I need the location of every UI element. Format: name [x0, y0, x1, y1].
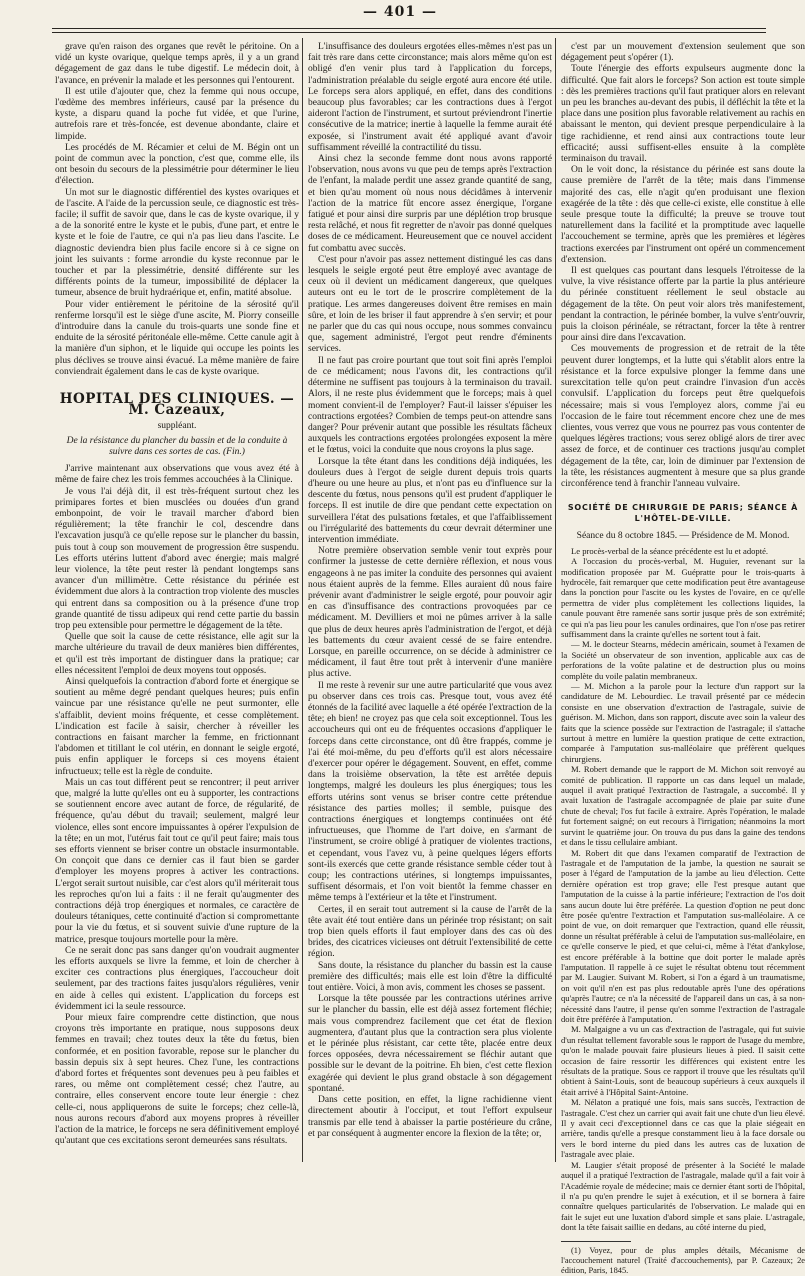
paragraph: grave qu'en raison des organes que revêt le péritoine. On a vidé un kyste ovarique, quelque temps après, il y a un grand dégagement de gaz dans le tube digestif. Le médecin doit, à l'avance, en prévenir la malade et les personnes qui l'entourent.: [55, 42, 299, 86]
header-rule: [52, 28, 766, 29]
paragraph: Ce ne serait donc pas sans danger qu'on voudrait augmenter les efforts auxquels se livre la femme, et loin de chercher à exciter ces contractions plus énergiques, l'accoucheur doit seulement, par des tractions faites jusqu'alors régulières, venir en aide à celles qui existent. L'application du forceps est évidemment ici la seule ressource.: [55, 945, 299, 1012]
page-number: — 401 —: [363, 4, 437, 20]
section-lead: De la résistance du plancher du bassin et de la conduite à suivre dans ces sortes de cas. (Fin.): [66, 435, 288, 457]
paragraph: Pour mieux faire comprendre cette distinction, que nous croyons très importante en pratique, nous supposons deux femmes en travail; chez toutes deux la tête du fœtus, bien conformée, et en position favorable, repose sur le plancher du bassin depuis six à sept heures. Chez l'une, les contractions d'abord fortes et fréquentes sont devenues peu à peu faibles et rares, ou même ont complètement cessé; chez l'autre, au contraire, elles conservent encore toute leur énergie : chez celle-ci, nous appliquerons de suite le forceps; chez celle-là, nous aurons recours d'abord aux moyens propres à réveiller l'action de la matrice, le forceps ne sera définitivement employé qu'autant que ces excitations seront demeurées sans résultats.: [55, 1013, 299, 1147]
paragraph: Certes, il en serait tout autrement si la cause de l'arrêt de la tête avait été tout entière dans un périnée trop résistant; on sait trop bien quels efforts il faut employer dans des cas où des brides, des cicatrices vicieuses ont détruit l'extensibilité de cette région.: [308, 904, 552, 960]
paragraph: C'est pour n'avoir pas assez nettement distingué les cas dans lesquels le seigle ergoté peut être employé avec avantage de ceux où il devient un médicament dangereux, que quelques auteurs ont eu le tort de le proscrire complètement de la pratique. Les armes dangereuses doivent être remises en main sûre, et loin de les briser il faut apprendre à s'en servir; et pour ne parler que du cas qui nous occupe, nous sommes convaincu que, sagement administré, l'ergot peut rendre d'éminents services.: [308, 254, 552, 355]
paragraph: M. Robert demande que le rapport de M. Michon soit renvoyé au comité de publication. Il rapporte un cas dans lequel un malade, auquel il avait pratiqué l'extraction de l'astragale, a succombé. Il y avait luxation de l'astragale accompagnée de plaie par suite d'une chute de cheval; l'os fut facile à extraire. Après l'opération, le malade fut fortement saigné; on eut recours à l'irrigation; néanmoins la mort survint le quatrième jour. On trouva du pus dans la gaine des tendons et dans le tissu cellulaire ambiant.: [561, 764, 805, 848]
paragraph: Sans doute, la résistance du plancher du bassin est la cause première des difficultés; mais elle est loin d'être la difficulté tout entière. Voici, à mon avis, comment les choses se passent.: [308, 960, 552, 994]
paragraph: Lorsque la tête poussée par les contractions utérines arrive sur le plancher du bassin, elle est déjà assez fortement fléchie; mais vous comprendrez facilement que cet état de flexion augmentera, d'autant plus que la contraction sera plus violente et le périnée plus résistant, car cette tête, placée entre deux forces opposées, devra nécessairement se fléchir autant que possible sur le devant de la poitrine. Eh bien, c'est cette flexion exagérée qui devient le plus grand obstacle à son dégagement spontané.: [308, 994, 552, 1094]
paragraph: Mais un cas tout différent peut se rencontrer; il peut arriver que, malgré la lutte qu'elles ont eu à supporter, les contractions se soutiennent encore avec autant de force, de régularité, de fréquence, qu'au début du travail; seulement, malgré leur violence, elles sont encore impuissantes à opérer l'expulsion de la tête; en un mot, l'utérus fait tout ce qu'il peut faire; mais tous ses efforts viennent se briser contre un obstacle insurmontable. On conçoit que dans ce dernier cas il faut bien se garder d'employer les moyens propres à activer les contractions. L'ergot serait surtout nuisible, car c'est alors qu'il mériterait tous les reproches qu'on lui a faits : il ne ferait qu'augmenter des contractions déjà trop énergiques et normales, ce caractère de douleurs tétaniques, cette continuité d'action si compromettante pour la vie du fœtus, et si souvent suivie d'une rupture de la matrice, presque toujours mortelle pour la mère.: [55, 777, 299, 945]
paragraph: L'insuffisance des douleurs ergotées elles-mêmes n'est pas un fait très rare dans cette circonstance; mais alors même qu'on est obligé d'en venir plus tard à l'application du forceps, l'administration préalable du seigle ergoté aura encore été utile. Le forceps sera alors appliqué, en effet, dans des conditions beaucoup plus favorables; car les contractions dues à l'ergot aideront l'action de l'instrument, et surtout préviendront l'inertie consécutive de la matrice; inertie à laquelle la femme aurait été exposée, si l'instrument avait été appliqué avant d'avoir suffisamment réveillé la contractilité du tissu.: [308, 42, 552, 153]
paragraph: On le voit donc, la résistance du périnée est sans doute la cause première de l'arrêt de la tête; mais dans l'immense majorité des cas, elle n'agit qu'en produisant une flexion exagérée de la tête : dès que celle-ci existe, elle constitue à elle seule presque toute la difficulté; la preuve se trouve tout naturellement dans la facilité et la promptitude avec laquelle l'accouchement se termine, après que les premières et légères tractions exercées par l'instrument ont opéré un commencement d'extension.: [561, 165, 805, 265]
column-divider: [302, 38, 303, 1162]
column-divider: [555, 38, 556, 1162]
footnote-text: (1) Voyez, pour de plus amples détails, Mécanisme de l'accouchement naturel (Traité d'accouchements), par P. Cazeaux; 2e édition, Paris, 1845.: [561, 1245, 805, 1275]
column-1: [55, 42, 299, 1160]
section-subtitle: suppléant.: [157, 420, 197, 431]
paragraph: Quelle que soit la cause de cette résistance, elle agit sur la marche ultérieure du travail de deux manières bien différentes, et qu'il est très important de distinguer dans la pratique; car elles nécessitent l'emploi de deux moyens tout opposés.: [55, 632, 299, 676]
footnote: [561, 1246, 805, 1276]
paragraph: M. Nélaton a pratiqué une fois, mais sans succès, l'extraction de l'astragale. C'est chez un carrier qui avait fait une chute d'un lieu élevé. Il y avait ceci d'exceptionnel dans ce cas que la plaie siégeait en arrière, tandis qu'elle a presque constamment lieu à la face dorsale ou vers le bord interne du pied dans les autres cas de luxation de l'astragale avec plaie.: [561, 1097, 805, 1160]
paragraph: Ainsi chez la seconde femme dont nous avons rapporté l'observation, nous avons vu que peu de temps après l'extraction de l'enfant, la malade perdit une assez grande quantité de sang, et bien qu'au moment où nous nous décidâmes à intervenir l'action de la matrice fût encore assez énergique, l'organe fatigué et pour ainsi dire surpris par une déplétion trop brusque resta relâché, et nous fit regretter de n'avoir pas donné quelques doses de ce médicament. Heureusement que ce nouvel accident fut combattu avec succès.: [308, 154, 552, 254]
paragraph: Ainsi quelquefois la contraction d'abord forte et énergique se soutient au même degré pendant quelques heures; puis enfin vaincue par une résistance qu'elle ne peut surmonter, elle s'affaiblit, devient moins fréquente, et cesse complètement. L'indication est facile à saisir, chercher à réveiller les contractions en faisant marcher la femme, en frictionnant l'abdomen et titillant le col utérin, en donnant le seigle ergoté, puis enfin appliquer le forceps si ces moyens étaient infructueux; telle est la règle de conduite.: [55, 676, 299, 777]
paragraph: Il est quelques cas pourtant dans lesquels l'étroitesse de la vulve, la vive résistance offerte par la partie la plus antérieure du périnée constituent réellement le seul obstacle au dégagement de la tête. On peut voir alors très manifestement, pendant la contraction, le périnée bomber, la vulve s'entr'ouvrir, puis la cloison périnéale, se rétractant, forcer la tête à rentrer pour ainsi dire dans l'excavation.: [561, 266, 805, 344]
paragraph: c'est par un mouvement d'extension seulement que son dégagement peut s'opérer (1).: [561, 42, 805, 64]
column-2: [308, 42, 552, 1160]
section-title: HOPITAL DES CLINIQUES. — M. Cazeaux,: [59, 391, 295, 419]
paragraph: — M. le docteur Stearns, médecin américain, soumet à l'examen de la Société un observateur de son invention, applicable aux cas de perforations de la voûte palatine et de destruction plus ou moins complète du voile palatin membraneux.: [561, 639, 805, 681]
paragraph: Le procès-verbal de la séance précédente est lu et adopté.: [571, 545, 769, 556]
paragraph: Il me reste à revenir sur une autre particularité que vous avez pu observer dans ces trois cas. Presque tout, vous avez été étonnés de la facilité avec laquelle a été opérée l'extraction de la tête; eh bien! ne croyez pas que cela soit exceptionnel. Tous les accoucheurs qui ont eu de fréquentes occasions d'appliquer le forceps dans cette circonstance, ont dû être frappés, comme je l'ai été moi-même, du peu d'efforts qu'il est alors nécessaire d'exercer pour opérer le dégagement. Souvent, en effet, comme dans la troisième observation, la tête est arrêtée depuis longtemps, malgré les douleurs les plus énergiques; tous les efforts utérins sont venus se briser contre cette prétendue résistance des parties molles; il semble, puisque des contractions énergiques et longtemps continuées ont été infructueuses, que l'homme de l'art doive, en s'armant de l'instrument, se croire obligé à pratiquer de violentes tractions, et cependant, vous l'avez vu, à peine quelques légers efforts sont-ils exercés que cette grande résistance semble céder tout à coup; les contractions utérines, si longtemps impuissantes, suffisent désormais, et l'on voit bientôt la femme chasser en même temps à l'extérieur et la tête et l'instrument.: [308, 680, 552, 904]
paragraph: M. Robert dit que dans l'examen comparatif de l'extraction de l'astragale et de l'amputation de la jambe, la question ne saurait se poser à l'égard de l'amputation de la jambe au lieu d'élection. Cette dernière opération est trop grave; elle l'est presque autant que l'amputation de la cuisse à la partie inférieure; l'extraction de l'os doit sans aucun doute lui être préférée. La question d'option ne peut donc être posée qu'entre l'extraction et l'amputation sus-malléolaire. A ce point de vue, on doit remarquer que l'extraction, quand elle réussit, donne un résultat préférable à celui de l'amputation sus-malléolaire, en ce qu'elle conserve le pied, et que celui-ci, même à l'état d'ankylose, est encore préférable à la bottine que doit porter le malade après l'amputation. Il rappelle à ce sujet le résultat obtenu tout récemment par M. Laugier. Suivant M. Robert, si l'on a égard à un traumatisme, on voit qu'il n'en est pas plus redoutable après l'une des opérations qu'après l'autre; ce n'a la nécessité de l'appareil dans un cas, à sa non-nécessité dans l'autre, il pense qu'en somme l'extraction de l'astragale doit être préférée à l'amputation.: [561, 847, 805, 1025]
footnote-rule: [561, 1241, 631, 1242]
paragraph: Les procédés de M. Récamier et celui de M. Bégin ont un point de commun avec la ponction, c'est que, comme elle, ils ont besoin du secours de la plessimétrie pour déterminer le lieu d'élection.: [55, 142, 299, 187]
paragraph: Un mot sur le diagnostic différentiel des kystes ovariques et de l'ascite. A l'aide de la percussion seule, ce diagnostic est très-facile; il suffit de savoir que, dans le cas de kyste ovarique, il y a de la sonorité entre le kyste et le pubis, d'une part, et entre le kyste et le foie de l'autre, ce qui n'a pas lieu dans l'ascite. Le diagnostic deviendra bien plus facile encore si à ce signe on joint les suivants : forme arrondie du kyste reconnue par le toucher et par la plessimétrie, densité différente sur les différents points de la tumeur, impossibilité de déplacer la tumeur, absence de bruit hydraérique et, enfin, matité absolue.: [55, 187, 299, 299]
header-rule-2: [52, 32, 766, 33]
paragraph: Dans cette position, en effet, la ligne rachidienne vient directement aboutir à l'occiput, et tout l'effort expulseur transmis par elle tend à abaisser la partie postérieure du crâne, et par conséquent à augmenter encore la flexion de la tête; or,: [308, 1095, 552, 1139]
paragraph: A l'occasion du procès-verbal, M. Huguier, revenant sur la modification proposée par M. Guépratte pour le trois-quarts à hydrocèle, fait remarquer que cette modification peut être avantageuse dans la ponction pour l'ascite ou les kystes de l'ovaire, en ce qu'elle permettra de vider plus complètement les collections liquides, la canule pouvant être ramenée sans sortir jusque près de son extrémité; ce qui n'a pas lieu pour les canules ordinaires, que l'on n'ose pas retirer suffisamment dans la crainte qu'elles ne sortent tout à fait.: [561, 556, 805, 639]
paragraph: Ces mouvements de progression et de retrait de la tête peuvent durer longtemps, et la lutte qui s'établit alors entre la résistance et la force expulsive plonger la femme dans une surexcitation telle qu'on peut craindre l'invasion d'un accès convulsif. L'application du forceps peut être quelquefois nécessaire; mais si vous l'employez alors, comme j'ai eu l'occasion de le faire tout récemment encore chez une de mes clientes, vous verrez que vous ne pourrez pas vous contenter de quelques légères tractions; vous serez obligé alors de tirer avec assez de force, et de continuer ces tractions jusqu'au complet dégagement de la tête, car, loin de diminuer par l'extension de la tête, les résistances augmentent à mesure que sa plus grande circonférence tend à franchir l'anneau vulvaire.: [561, 344, 805, 489]
column-3: [561, 42, 805, 1275]
paragraph: M. Malgaigne a vu un cas d'extraction de l'astragale, qui fut suivie d'un résultat tellement favorable sous le rapport de l'usage du membre, qu'on le malade pouvait faire plusieurs lieues à pied. Il saisit cette occasion de faire ressortir les différences qui existent entre les résultats de la pratique. Sous ce rapport il trouve que les résultats qu'il obtient à Saint-Louis, sont de beaucoup supérieurs à ceux auxquels il était arrivé à l'Hôpital Saint-Antoine.: [561, 1024, 805, 1097]
paragraph: Lorsque la tête étant dans les conditions déjà indiquées, les douleurs dues à l'ergot de seigle durent depuis trois quarts d'heure ou une heure au plus, et n'ont pas eu d'influence sur la descente du fœtus, nous pensons qu'il est prudent d'appliquer le forceps. Il est inutile de dire que pendant cette expectation on surveillera l'état des pulsations fœtales, et que l'affaiblissement ou l'irrégularité des battements du cœur devrait déterminer une intervention immédiate.: [308, 456, 552, 545]
society-minutes: [561, 546, 805, 1233]
paragraph: Notre première observation semble venir tout exprès pour confirmer la justesse de cette dernière réflexion, et nous vous engageons à ne pas imiter la conduite des personnes qui avaient nous étaient auprès de la femme. Elles auraient dû nous faire prévenir avant d'administrer le seigle ergoté, pour pouvoir agir en cas d'insuffisance des contractions provoquées par ce médicament. M. Devilliers et moi ne pûmes arriver à la salle que plus de deux heures après l'administration de l'ergot, et déjà les battements du cœur avaient cessé de se faire entendre. Lorsque, en pareille occurrence, on se décide à administrer ce médicament, il faut être tout prêt à intervenir d'une manière plus active.: [308, 546, 552, 680]
paragraph: M. Laugier s'était proposé de présenter à la Société le malade auquel il a pratiqué l'extraction de l'astragale, malade qu'il a fait voir à l'Académie royale de médecine; mais ce dernier étant sorti de l'hôpital, il n'a pu qu'en prendre le sujet à exécution, et il se bornera à faire connaître quelques particularités de l'observation. Le malade qui en fait le sujet eut une luxation d'abord simple et sans plaie. L'astragale, dont la tête faisait saillie en dedans, au côté interne du pied,: [561, 1159, 805, 1233]
paragraph: Je vous l'ai déjà dit, il est très-fréquent surtout chez les primipares fortes et bien musclées ou douées d'un grand embonpoint, de voir le travail marcher d'abord bien régulièrement; la tête franchir le col, descendre dans l'excavation jusqu'à ce qu'elle repose sur le plancher du bassin, puis tout à coup son mouvement de progression être suspendu. Les efforts utérins luttent d'abord avec énergie; mais malgré leur violence, la tête peut rester là pendant longtemps sans avancer d'un millimètre. Cette résistance du périnée est évidemment due alors à la contraction trop violente des muscles qui entrent dans sa composition ou à la présence d'une trop grande quantité de tissu adipeux qui rend cette partie du bassin trop peu extensible pour permettre le dégagement de la tête.: [55, 486, 299, 631]
society-header: SOCIÉTÉ DE CHIRURGIE DE PARIS; SÉANCE À L'HÔTEL-DE-VILLE.: [567, 503, 799, 524]
session-line: Séance du 8 octobre 1845. — Présidence de M. Monod.: [576, 530, 790, 541]
paragraph: Il est utile d'ajouter que, chez la femme qui nous occupe, l'œdème des membres inférieurs, causé par la présence du kyste, a disparu quand la poche fut vidée, et que l'urine, autrefois rare et très-foncée, est devenue abondante, claire et limpide.: [55, 86, 299, 142]
paragraph: J'arrive maintenant aux observations que vous avez été à même de faire chez les trois femmes accouchées à la Clinique.: [55, 464, 299, 486]
paragraph: Pour vider entièrement le péritoine de la sérosité qu'il renferme lorsqu'il est le siège d'une ascite, M. Piorry conseille d'introduire dans la canule du trois-quarts une sonde fine et enduite de la sérosité péritonéale elle-même. Cette canule agit à la manière d'un siphon, et le liquide qui occupe les points les plus déclives se trouve ainsi évacué. La même manière de faire conviendrait également dans le cas de kyste ovarique.: [55, 299, 299, 377]
paragraph: — M. Michon a la parole pour la lecture d'un rapport sur la candidature de M. Lebourdiec. Le travail présenté par ce médecin consiste en une observation d'extraction de l'astragale, suivie de guérison. M. Michon, dans son rapport, discute avec soin la valeur des faits que la science possède sur l'extraction de l'astragale; il s'attache surtout à mettre en lumière la question pratique de cette extraction, comparée à l'amputation sus-malléolaire que préfèrent quelques chirurgiens.: [561, 681, 805, 764]
paragraph: Il ne faut pas croire pourtant que tout soit fini après l'emploi de ce médicament; nous l'avons dit, les contractions qu'il détermine ne suffisent pas toujours à la terminaison du travail. Alors, il ne reste plus évidemment que le forceps; mais à quel moment convient-il de l'employer? Faut-il laisser s'épuiser les contractions ergotées? Combien de temps peut-on attendre sans danger? Pour prévenir autant que possible les résultats fâcheux auxquels les contractions ergotées prolongées exposent la mère et le fœtus, voici la conduite que nous croyons la plus sage.: [308, 355, 552, 456]
paragraph: Toute l'énergie des efforts expulseurs augmente donc la difficulté. Que fait alors le forceps? Son action est toute simple : dès les premières tractions qu'il faut pratiquer alors en relevant un peu les branches au-devant des pubis, il défléchit la tête et la place dans une position plus favorable relativement au rachis en abaissant le menton, qui devient presque perpendiculaire à la tige rachidienne, et rend ainsi aux contractions toute leur efficacité; aussi suffisent-elles ensuite à la complète terminaison du travail.: [561, 64, 805, 165]
